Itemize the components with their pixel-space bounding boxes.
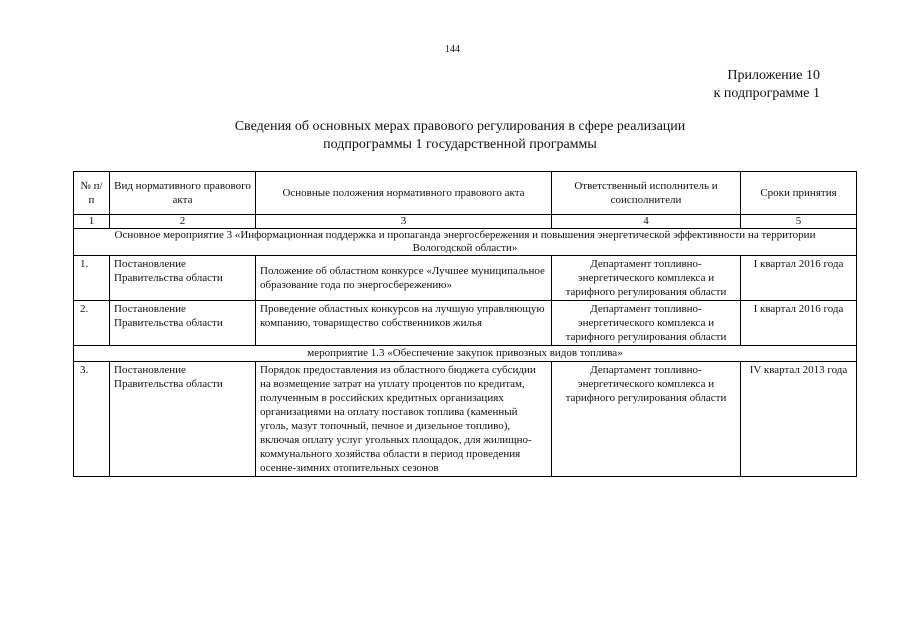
term-cell: I квартал 2016 года: [741, 301, 857, 346]
executor-cell: Департамент топливно-энергетического комплекса и тарифного регулирования области: [552, 362, 741, 477]
header-term: Сроки принятия: [741, 172, 857, 215]
column-number-row: [74, 215, 857, 229]
regulation-table: [73, 171, 857, 477]
provisions-cell: Положение об областном конкурсе «Лучшее муниципальное образование года по энергосбережению»: [256, 256, 552, 301]
table-row: [74, 256, 857, 301]
act-type-cell: Постановление Правительства области: [110, 256, 256, 301]
column-number: 4: [552, 215, 741, 229]
page-number: 144: [445, 44, 460, 55]
section-row: [74, 346, 857, 362]
header-executor: Ответственный исполнитель и соисполнители: [552, 172, 741, 215]
section-title: мероприятие 1.3 «Обеспечение закупок привозных видов топлива»: [74, 346, 857, 362]
title-line-1: Сведения об основных мерах правового регулирования в сфере реализации: [234, 119, 686, 134]
appendix-line-1: Приложение 10: [727, 68, 820, 83]
row-number: 1.: [74, 256, 110, 301]
provisions-cell: Проведение областных конкурсов на лучшую управляющую компанию, товарищество собственников жилья: [256, 301, 552, 346]
column-number: 2: [110, 215, 256, 229]
table-row: [74, 362, 857, 477]
table-row: [74, 301, 857, 346]
header-provisions: Основные положения нормативного правового акта: [256, 172, 552, 215]
title-line-2: подпрограммы 1 государственной программы: [323, 137, 597, 152]
column-number: 3: [256, 215, 552, 229]
executor-cell: Департамент топливно-энергетического комплекса и тарифного регулирования области: [552, 256, 741, 301]
column-number: 1: [74, 215, 110, 229]
section-title: Основное мероприятие 3 «Информационная поддержка и пропаганда энергосбережения и повышения энергетической эффективности на территории Вологодской области»: [74, 229, 857, 256]
header-act-type: Вид нормативного правового акта: [110, 172, 256, 215]
appendix-label: [660, 67, 820, 103]
document-title: [160, 118, 760, 154]
term-cell: IV квартал 2013 года: [741, 362, 857, 477]
executor-cell: Департамент топливно-энергетического комплекса и тарифного регулирования области: [552, 301, 741, 346]
row-number: 3.: [74, 362, 110, 477]
header-num: № п/п: [74, 172, 110, 215]
column-number: 5: [741, 215, 857, 229]
row-number: 2.: [74, 301, 110, 346]
table-header-row: [74, 172, 857, 215]
appendix-line-2: к подпрограмме 1: [713, 86, 820, 101]
act-type-cell: Постановление Правительства области: [110, 301, 256, 346]
section-row: [74, 229, 857, 256]
provisions-cell: Порядок предоставления из областного бюджета субсидии на возмещение затрат на уплату процентов по кредитам, полученным в российских кредитных организациях организациями на оплату поставок топлива (каменный уголь, мазут топочный, печное и дизельное топливо), включая оплату услуг угольных площадок, для жилищно-коммунального хозяйства области в период проведения осенне-зимних отопительных сезонов: [256, 362, 552, 477]
act-type-cell: Постановление Правительства области: [110, 362, 256, 477]
term-cell: I квартал 2016 года: [741, 256, 857, 301]
